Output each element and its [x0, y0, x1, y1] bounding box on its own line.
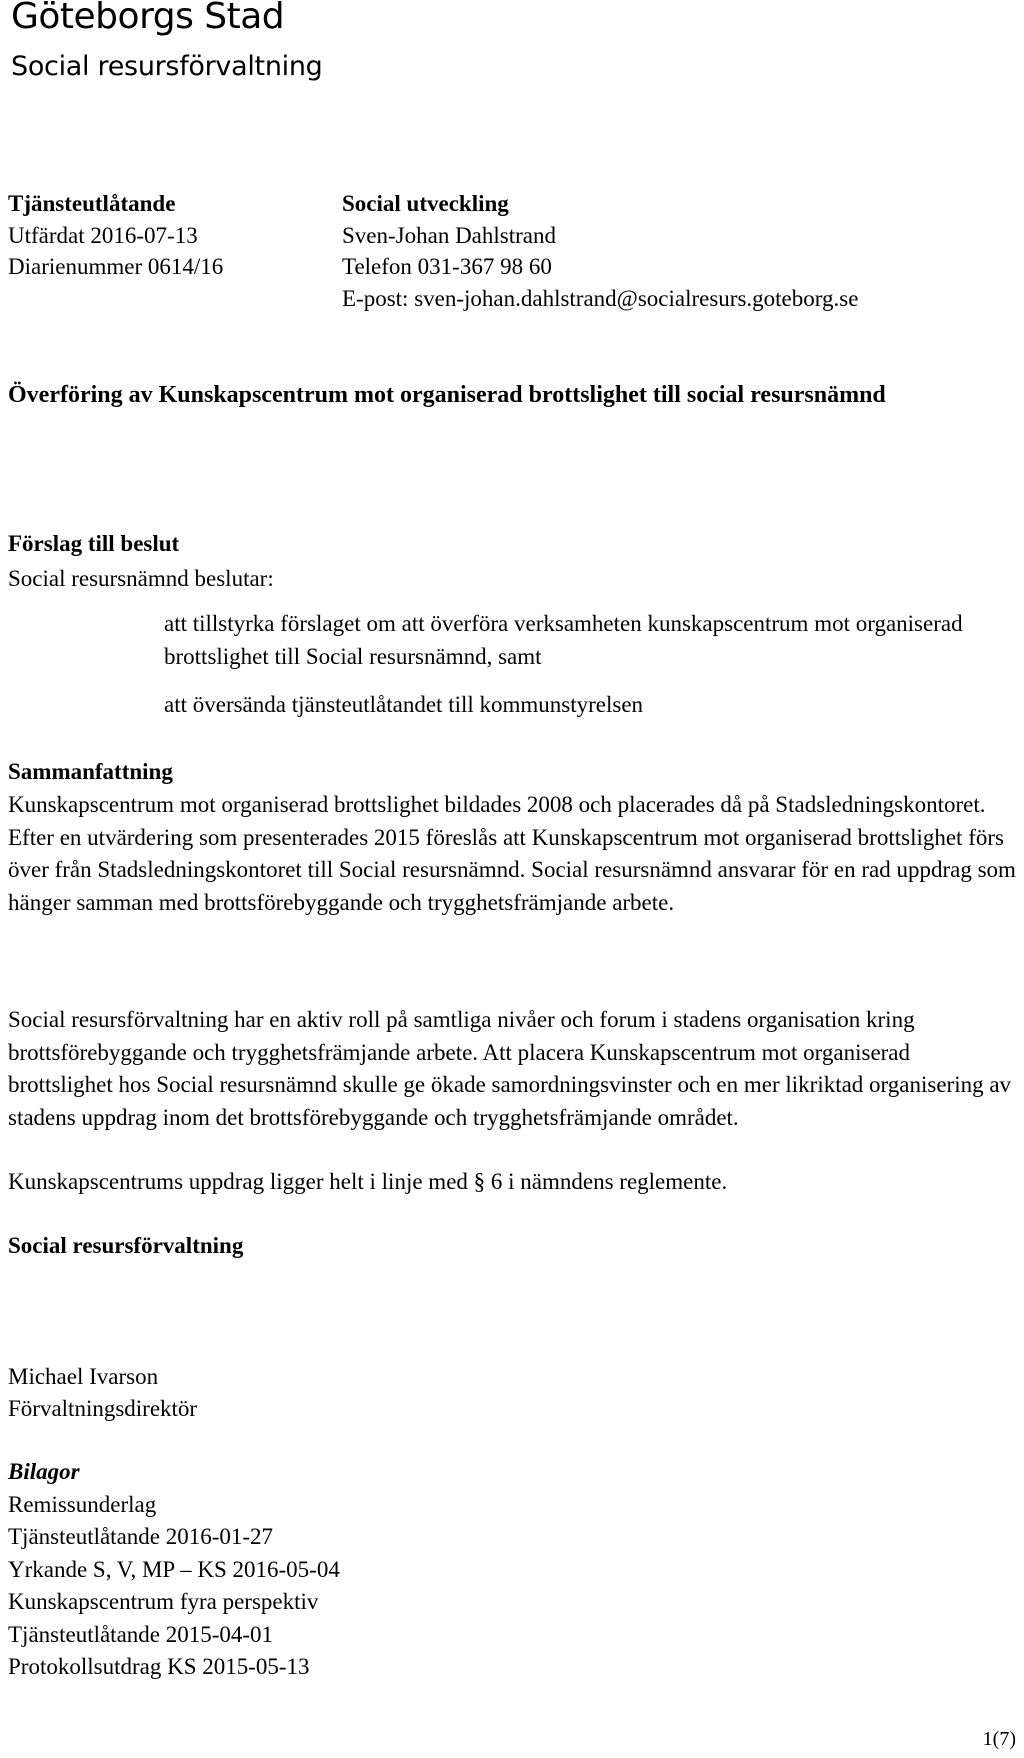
signatory-name: Michael Ivarson — [8, 1364, 159, 1389]
attachments-section — [8, 1456, 340, 1684]
document-meta — [8, 188, 223, 283]
contact-block — [342, 188, 858, 314]
proposal-item: att översända tjänsteutlåtandet till kommunstyrelsen — [164, 692, 644, 717]
document-type: Tjänsteutlåtande — [8, 191, 176, 216]
issued-date: Utfärdat 2016-07-13 — [8, 222, 198, 248]
attachment-item: Protokollsutdrag KS 2015-05-13 — [8, 1654, 310, 1679]
summary-heading: Sammanfattning — [8, 759, 173, 784]
summary-paragraph: Kunskapscentrum mot organiserad brottslighet bildades 2008 och placerades då på Stadsledningskontoret. Efter en utvärdering som presenterades 2015 föreslås att Kunskapscentrum mot organiserad brottslighet förs över från Stadsledningskontoret till Social resursnämnd. Social resursnämnd ansvarar för en rad uppdrag som hänger samman med brottsförebyggande och trygghetsfrämjande arbete. — [8, 792, 1016, 915]
attachments-list — [8, 1489, 340, 1684]
attachment-item: Tjänsteutlåtande 2016-01-27 — [8, 1524, 274, 1549]
contact-email: E-post: sven-johan.dahlstrand@socialresurs.goteborg.se — [342, 285, 859, 311]
attachment-item: Remissunderlag — [8, 1491, 157, 1517]
proposal-item: att tillstyrka förslaget om att överföra verksamheten kunskapscentrum mot organiserad brottslighet till Social resursnämnd, samt — [164, 611, 963, 669]
signature-organization: Social resursförvaltning — [8, 1233, 244, 1258]
attachment-item: Kunskapscentrum fyra perspektiv — [8, 1589, 319, 1614]
registration-number: Diarienummer 0614/16 — [8, 254, 224, 279]
document-title: Överföring av Kunskapscentrum mot organiserad brottslighet till social resursnämnd — [8, 382, 886, 408]
signatory-role: Förvaltningsdirektör — [8, 1396, 198, 1421]
proposal-intro: Social resursnämnd beslutar: — [8, 566, 274, 591]
contact-phone: Telefon 031-367 98 60 — [342, 254, 552, 279]
summary-paragraph: Social resursförvaltning har en aktiv roll på samtliga nivåer och forum i stadens organisation kring brottsförebyggande och trygghetsfrämjande arbete. Att placera Kunskapscentrum mot organiserad brottslighet hos Social resursnämnd skulle ge ökade samordningsvinster och en mer likriktad organisering av stadens uppdrag inom det brottsförebyggande och trygghetsfrämjande området. — [8, 1007, 1012, 1130]
contact-department: Social utveckling — [342, 191, 509, 216]
page-number: 1(7) — [982, 1728, 1016, 1750]
contact-name: Sven-Johan Dahlstrand — [342, 222, 556, 248]
organization-unit: Social resursförvaltning — [11, 51, 323, 82]
attachments-heading: Bilagor — [8, 1459, 80, 1484]
organization-name: Göteborgs Stad — [11, 0, 285, 37]
attachment-item: Tjänsteutlåtande 2015-04-01 — [8, 1621, 274, 1647]
summary-paragraph: Kunskapscentrums uppdrag ligger helt i linje med § 6 i nämndens reglemente. — [8, 1169, 728, 1194]
proposal-heading: Förslag till beslut — [8, 531, 180, 556]
attachment-item: Yrkande S, V, MP – KS 2016-05-04 — [8, 1556, 340, 1582]
